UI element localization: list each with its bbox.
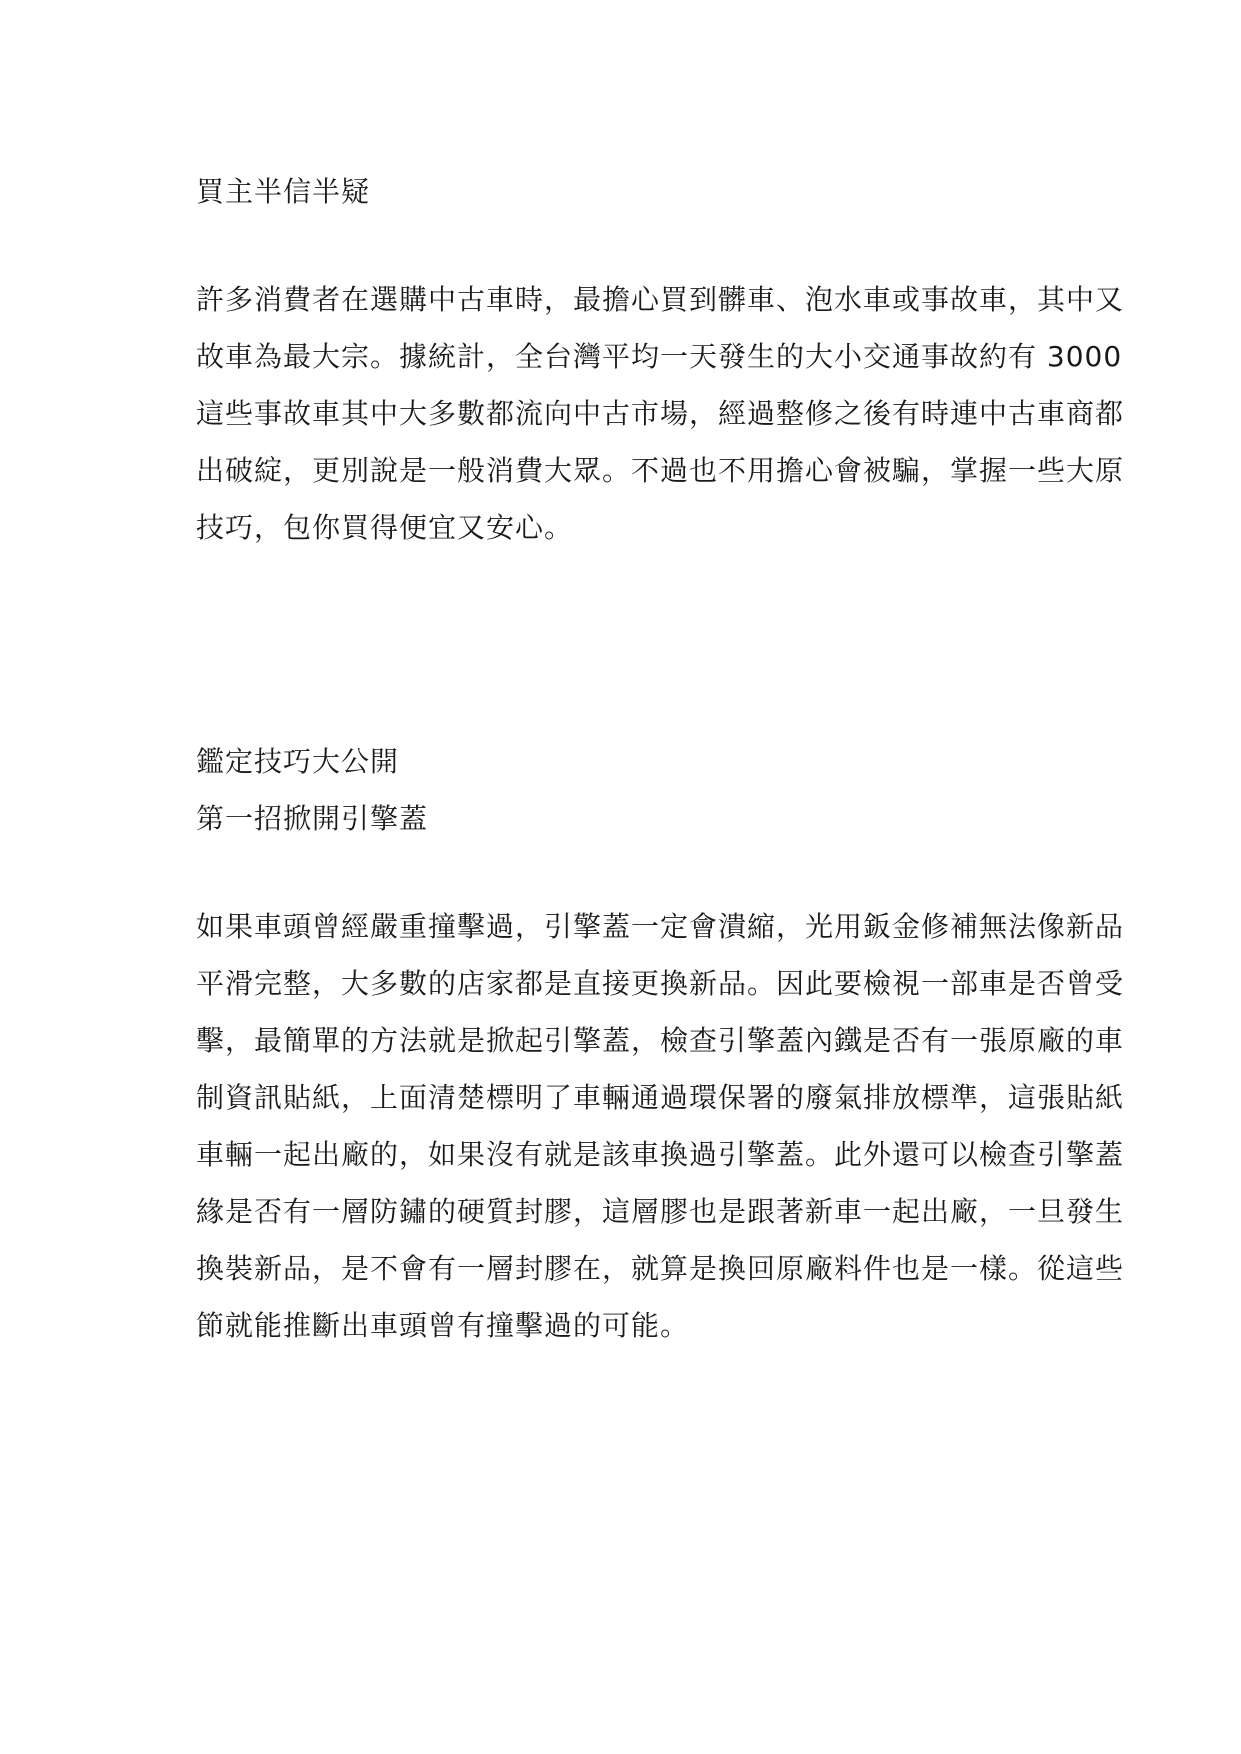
paragraph-line: 換裝新品，是不會有一層封膠在，就算是換回原廠料件也是一樣。從這些 <box>196 1252 1125 1285</box>
paragraph-line: 平滑完整，大多數的店家都是直接更換新品。因此要檢視一部車是否曾受 <box>196 967 1125 1000</box>
paragraph-line: 故車為最大宗。據統計，全台灣平均一天發生的大小交通事故約有 3000 <box>196 340 1123 373</box>
paragraph-line: 這些事故車其中大多數都流向中古市場，經過整修之後有時連中古車商都 <box>196 397 1125 430</box>
subheading-tip-one: 第一招掀開引擎蓋 <box>196 802 429 835</box>
section-heading-buyer-doubt: 買主半信半疑 <box>196 175 371 208</box>
paragraph-line: 緣是否有一層防鏽的硬質封膠，這層膠也是跟著新車一起出廠，一旦發生 <box>196 1195 1125 1228</box>
paragraph-line: 出破綻，更別說是一般消費大眾。不過也不用擔心會被騙，掌握一些大原 <box>196 454 1125 487</box>
section-heading-identification-tips: 鑑定技巧大公開 <box>196 745 400 778</box>
paragraph-line: 擊，最簡單的方法就是掀起引擎蓋，檢查引擎蓋內鐵是否有一張原廠的車 <box>196 1024 1125 1057</box>
paragraph-line: 技巧，包你買得便宜又安心。 <box>196 511 574 544</box>
paragraph-line: 如果車頭曾經嚴重撞擊過，引擎蓋一定會潰縮，光用鈑金修補無法像新品 <box>196 910 1125 943</box>
paragraph-line: 節就能推斷出車頭曾有撞擊過的可能。 <box>196 1309 690 1342</box>
paragraph-line: 許多消費者在選購中古車時，最擔心買到髒車、泡水車或事故車，其中又 <box>196 283 1125 316</box>
paragraph-line: 制資訊貼紙，上面清楚標明了車輛通過環保署的廢氣排放標準，這張貼紙 <box>196 1081 1125 1114</box>
paragraph-line: 車輛一起出廠的，如果沒有就是該車換過引擎蓋。此外還可以檢查引擎蓋 <box>196 1138 1125 1171</box>
